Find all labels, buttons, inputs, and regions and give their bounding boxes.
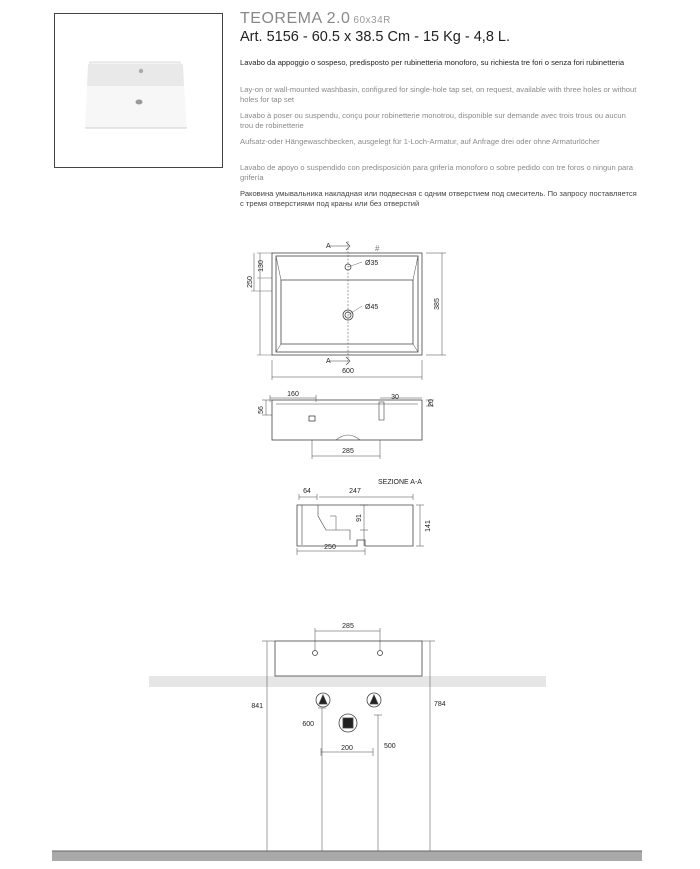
plan-section-label-bottom: A: [326, 358, 331, 365]
description-german: Aufsatz-oder Hängewaschbecken, ausgelegt für 1-Loch-Armatur, auf Anfrage drei oder ohne Armaturlöcher: [240, 137, 600, 146]
article-spec: Art. 5156 - 60.5 x 38.5 Cm - 15 Kg - 4,8 L.: [240, 29, 510, 45]
section-dim-141: 141: [425, 520, 432, 532]
install-dim-600: 600: [302, 721, 314, 728]
side-dim-30: 30: [391, 394, 399, 401]
section-dim-250: 250: [324, 544, 336, 551]
side-dim-285: 285: [342, 448, 354, 455]
section-dim-64: 64: [303, 488, 311, 495]
install-dim-784: 784: [434, 701, 446, 708]
section-label: SEZIONE A-A: [378, 479, 422, 486]
description-spanish: Lavabo de apoyo o suspendido con predisposición para grifería monoforo o sobre pedido con tre foros o ningun para grifería: [240, 163, 634, 182]
section-view: [297, 494, 424, 555]
description-italian: Lavabo da appoggio o sospeso, predisposto per rubinetteria monoforo, su richiesta tre fori o senza fori rubinetteria: [240, 58, 625, 67]
plan-drain-diameter: Ø45: [365, 304, 379, 311]
section-dim-91: 91: [356, 514, 363, 522]
plan-hash-mark: #: [375, 244, 380, 253]
plan-dim-250: 250: [247, 276, 254, 288]
description-russian: Раковина умывальника накладная или подвесная с одним отверстием под смеситель. По запросу поставляется с тремя отверстиями под краны или без отверстий: [240, 189, 637, 208]
install-dim-841: 841: [251, 703, 263, 710]
plan-dim-600: 600: [342, 368, 354, 375]
plan-view: [251, 241, 446, 380]
side-dim-160: 160: [287, 391, 299, 398]
installation-view: [149, 628, 546, 851]
description-english: Lay-on or wall-mounted washbasin, configured for single-hole tap set, on request, available with three holes or without holes for tap set: [240, 85, 637, 104]
install-dim-285: 285: [342, 623, 354, 630]
plan-dim-385: 385: [434, 298, 441, 310]
plan-dim-130: 130: [258, 260, 265, 272]
side-dim-56: 56: [258, 406, 265, 414]
plan-section-label-top: A: [326, 243, 331, 250]
plan-tap-hole-diameter: Ø35: [365, 260, 379, 267]
section-dim-247: 247: [349, 488, 361, 495]
floor-line: [52, 851, 642, 861]
install-dim-500: 500: [384, 743, 396, 750]
product-title: TEOREMA 2.0 60x34R: [240, 10, 391, 27]
description-french: Lavabo à poser ou suspendu, conçu pour robinetterie monotrou, disponible sur demande avec trois trous ou aucun trou de robinetterie: [240, 111, 626, 130]
side-dim-20: 20: [428, 399, 435, 407]
install-dim-200: 200: [341, 745, 353, 752]
